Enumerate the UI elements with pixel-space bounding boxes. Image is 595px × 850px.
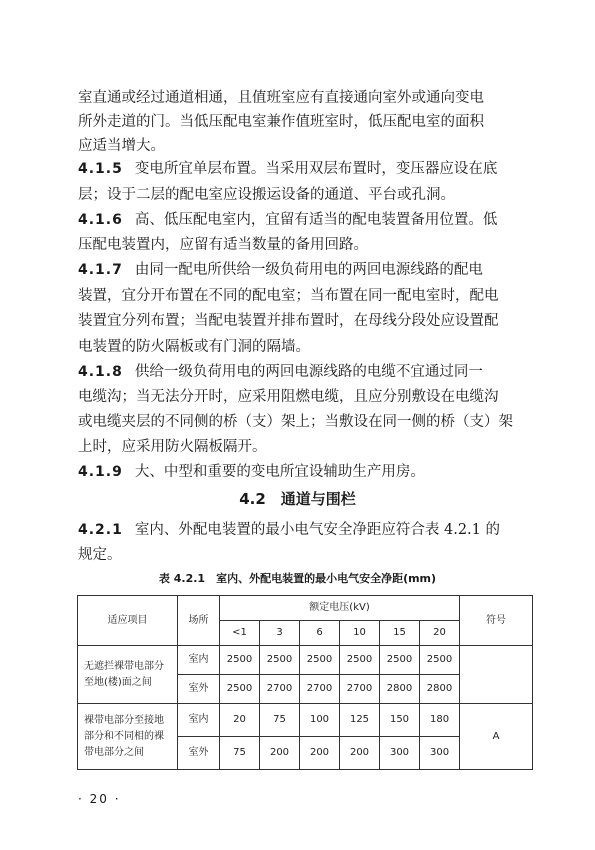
row-value-text: 125: [349, 714, 370, 725]
row-value: [380, 675, 420, 704]
row-value: [300, 737, 340, 770]
header-symbol: [460, 596, 533, 646]
line-text: 压配电装置内，应留有适当数量的备用回路。: [78, 237, 368, 253]
line-text: 室内、外配电装置的最小电气安全净距应符合表 4.2.1 的: [134, 522, 500, 538]
row-place-text: 室外: [188, 683, 209, 694]
voltage-header-text: <1: [232, 627, 247, 638]
row-value-text: 300: [429, 747, 450, 758]
row-value: [220, 675, 260, 704]
clause-line: [78, 258, 518, 282]
row-value-text: 2500: [266, 654, 293, 665]
row-symbol-text: A: [492, 730, 500, 742]
row-value-text: 2500: [226, 683, 253, 694]
header-symbol-text: 符号: [486, 614, 507, 626]
section-title: 4.2 通道与围栏: [239, 490, 356, 508]
table-row: [78, 646, 533, 675]
row-value: [340, 704, 380, 737]
row-value: [220, 704, 260, 737]
row-value: [220, 646, 260, 675]
line-text: 由同一配电所供给一级负荷用电的两回电源线路的配电: [134, 262, 483, 278]
voltage-header: [340, 621, 380, 646]
header-item-text: 适应项目: [107, 614, 148, 626]
header-voltage-text: 额定电压(kV): [309, 602, 370, 613]
row-value: [300, 646, 340, 675]
row-place: [178, 646, 220, 675]
row-value: [340, 675, 380, 704]
text-line: [78, 134, 518, 158]
row-value-text: 20: [233, 714, 246, 725]
table-header-row: [78, 596, 533, 621]
row-symbol: [460, 704, 533, 770]
row-value: [420, 646, 460, 675]
line-text: 电装置的防火隔板或有门洞的隔墙。: [78, 339, 310, 355]
text-line: [78, 435, 518, 459]
header-item: [78, 596, 178, 646]
clause-line: [78, 518, 518, 542]
row-item-text: 裸带电部分至接地部分和不同相的裸带电部分之间: [84, 714, 164, 758]
row-place-text: 室内: [188, 714, 209, 725]
row-value: [380, 737, 420, 770]
row-place: [178, 737, 220, 770]
text-line: [78, 335, 518, 359]
clause-number: 4.1.5: [78, 161, 123, 177]
row-value-text: 150: [389, 714, 410, 725]
row-value: [260, 646, 300, 675]
clause-line: [78, 360, 518, 384]
row-value-text: 2700: [346, 683, 373, 694]
row-symbol: [460, 646, 533, 704]
row-value-text: 180: [429, 714, 450, 725]
row-value-text: 2500: [346, 654, 373, 665]
voltage-header-text: 3: [276, 627, 283, 638]
line-text: 或电缆夹层的不同侧的桥（支）架上；当敷设在同一侧的桥（支）架: [78, 414, 513, 430]
voltage-header: [260, 621, 300, 646]
text-line: [78, 86, 518, 110]
row-value-text: 200: [349, 747, 370, 758]
line-text: 应适当增大。: [78, 138, 165, 154]
row-item-text: 无遮拦裸带电部分至地(楼)面之间: [84, 660, 164, 688]
row-value: [300, 704, 340, 737]
row-value-text: 2700: [266, 683, 293, 694]
row-value-text: 2800: [386, 683, 413, 694]
clause-line: [78, 157, 518, 181]
voltage-header-text: 15: [393, 627, 406, 638]
row-value: [260, 704, 300, 737]
row-value-text: 75: [273, 714, 286, 725]
row-value-text: 75: [233, 747, 246, 758]
text-line: [78, 410, 518, 434]
voltage-header-text: 6: [316, 627, 323, 638]
row-item: [78, 646, 178, 704]
row-item: [78, 704, 178, 770]
row-value: [380, 704, 420, 737]
text-line: [78, 543, 518, 567]
text-line: [78, 385, 518, 409]
row-value-text: 2800: [426, 683, 453, 694]
row-value: [340, 646, 380, 675]
text-line: [78, 110, 518, 134]
table-caption: 表 4.2.1 室内、外配电装置的最小电气安全净距(mm): [158, 572, 437, 585]
row-place-text: 室内: [188, 654, 209, 665]
line-text: 上时，应采用防火隔板隔开。: [78, 439, 267, 455]
row-value: [260, 675, 300, 704]
line-text: 规定。: [78, 547, 122, 563]
row-value: [420, 675, 460, 704]
clause-number: 4.2.1: [78, 522, 123, 538]
row-value-text: 2500: [226, 654, 253, 665]
clause-number: 4.1.8: [78, 364, 123, 380]
text-line: [78, 233, 518, 257]
voltage-header: [380, 621, 420, 646]
line-text: 电缆沟；当无法分开时，应采用阻燃电缆，且应分别敷设在电缆沟: [78, 389, 499, 405]
text-line: [78, 183, 518, 207]
row-value-text: 200: [269, 747, 290, 758]
row-value: [300, 675, 340, 704]
clause-line: [78, 460, 518, 484]
voltage-header-text: 10: [353, 627, 366, 638]
voltage-header: [420, 621, 460, 646]
line-text: 大、中型和重要的变电所宜设辅助生产用房。: [134, 464, 425, 480]
row-value-text: 2500: [426, 654, 453, 665]
line-text: 高、低压配电室内，宜留有适当的配电装置备用位置。低: [134, 212, 498, 228]
line-text: 装置，宜分开布置在不同的配电室；当布置在同一配电室时，配电: [78, 288, 499, 304]
header-place: [178, 596, 220, 646]
row-value-text: 100: [309, 714, 330, 725]
table-row: [78, 704, 533, 737]
page-number: · 20 ·: [78, 792, 121, 806]
line-text: 装置宜分列布置；当配电装置并排布置时，在母线分段处应设置配: [78, 313, 499, 329]
row-value: [340, 737, 380, 770]
header-voltage: [220, 596, 460, 621]
row-place-text: 室外: [188, 747, 209, 758]
row-value-text: 2500: [386, 654, 413, 665]
row-value-text: 2700: [306, 683, 333, 694]
text-line: [78, 309, 518, 333]
clause-number: 4.1.7: [78, 262, 123, 278]
row-place: [178, 704, 220, 737]
voltage-header: [300, 621, 340, 646]
row-value-text: 300: [389, 747, 410, 758]
row-value: [420, 737, 460, 770]
line-text: 室直通或经过通道相通，且值班室应有直接通向室外或通向变电: [78, 90, 484, 106]
row-value: [380, 646, 420, 675]
line-text: 所外走道的门。当低压配电室兼作值班室时，低压配电室的面积: [78, 114, 484, 130]
voltage-header-text: 20: [433, 627, 446, 638]
line-text: 供给一级负荷用电的两回电源线路的电缆不宜通过同一: [134, 364, 483, 380]
voltage-header: [220, 621, 260, 646]
row-value: [260, 737, 300, 770]
clearance-table: [77, 595, 533, 770]
text-line: [78, 284, 518, 308]
clause-number: 4.1.9: [78, 464, 123, 480]
header-place-text: 场所: [188, 614, 209, 626]
line-text: 变电所宜单层布置。当采用双层布置时，变压器应设在底: [134, 161, 498, 177]
row-value: [220, 737, 260, 770]
row-value-text: 2500: [306, 654, 333, 665]
row-place: [178, 675, 220, 704]
row-value-text: 200: [309, 747, 330, 758]
clause-line: [78, 208, 518, 232]
row-value: [420, 704, 460, 737]
clause-number: 4.1.6: [78, 212, 123, 228]
line-text: 层；设于二层的配电室应设搬运设备的通道、平台或孔洞。: [78, 187, 455, 203]
